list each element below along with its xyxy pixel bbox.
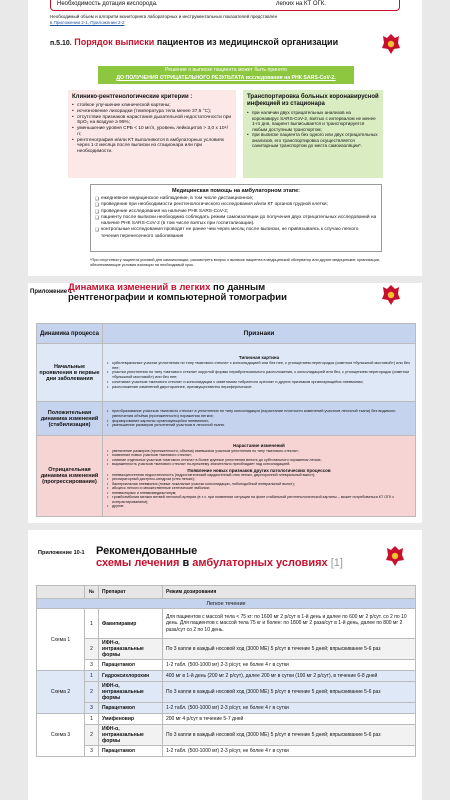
dose: 1-2 табл. (500-1000 мг) 2-3 р/сут, не более 4 г в сутки bbox=[163, 660, 416, 671]
list-item: • уменьшение размеров уплотнений участков в легочной ткани. bbox=[107, 423, 411, 428]
drug-name: Парацетамол bbox=[99, 703, 163, 714]
col-header: № bbox=[85, 586, 99, 599]
page-appendix-1 bbox=[28, 283, 422, 523]
dose: По 3 капли в каждый носовой ход (3000 МЕ) 5 р/сут в течение 5 дней; впрыскивание 5-6 раз bbox=[163, 682, 416, 703]
list-item: • выраженность участков «матового стекла» по-прежнему значительно преобладает над консолидацией. bbox=[107, 462, 411, 466]
list-item: • тромбоэмболия мелких ветвей легочной артерии (в т.ч. при появлении ситуации на фоне стабильной рентгенологической картины – может потребоваться КТ ОГК с контрастированием); bbox=[107, 495, 411, 504]
title-highlight-2: амбулаторных условиях bbox=[192, 557, 328, 570]
clinical-criteria-list bbox=[72, 103, 232, 155]
transport-title: Транспортировка больных коронавирусной инфекцией из стационара bbox=[247, 94, 379, 108]
drug-name: Гидроксихлорохин bbox=[99, 671, 163, 682]
clinical-criteria-box bbox=[68, 90, 236, 178]
col-header bbox=[37, 586, 85, 599]
ambulatory-box bbox=[90, 184, 382, 252]
list-item: • стойкое улучшение клинической картины; bbox=[72, 103, 232, 109]
row-heading: Нарастание изменений bbox=[233, 443, 285, 449]
banner-line-2: ДО ПОЛУЧЕНИЯ ОТРИЦАТЕЛЬНОГО РЕЗУЛЬТАТА исследования на РНК SARS-CoV-2. bbox=[116, 74, 336, 81]
page-appendix-10-1 bbox=[28, 530, 422, 800]
row-number: 1 bbox=[85, 714, 99, 725]
section-number: п.5.10. bbox=[50, 40, 72, 47]
scheme-name: Схема 2 bbox=[37, 671, 85, 714]
dose: По 3 капли в каждый носовой ход (3000 МЕ) 5 р/сут в течение 5 дней; впрыскивание 5-6 раз bbox=[163, 639, 416, 660]
title-highlight: Динамика изменений в легких bbox=[68, 283, 211, 293]
row-number: 1 bbox=[85, 671, 99, 682]
ambulatory-title: Медицинская помощь на амбулаторном этапе: bbox=[171, 188, 301, 194]
list-item: • исчезновение лихорадки (температура тела менее 37,5 °С); bbox=[72, 109, 232, 115]
list-item: • увеличение размеров (протяженности, объема) имевшихся участков уплотнения по типу «матового стекла»; bbox=[107, 449, 411, 453]
title-mid: в bbox=[182, 557, 190, 570]
footnote: *При отсутствии у пациента условий для самоизоляции, рассмотреть вопрос о выписке пациента в медицинский обсерватор или другие медицинские организации, обеспечивающие условия изоляции на необходимый срок. bbox=[90, 258, 380, 267]
row-heading-2: Появление новых признаков других патологических процессов bbox=[187, 467, 331, 473]
list-item: • отсутствие признаков нарастания дыхательной недостаточности при SpO₂ на воздухе ≥ 95%; bbox=[72, 115, 232, 127]
page-title bbox=[50, 38, 370, 48]
emblem-icon bbox=[384, 544, 406, 568]
col-header: Динамика процесса bbox=[37, 324, 103, 344]
appendix-title bbox=[96, 545, 376, 569]
emblem-icon bbox=[380, 32, 402, 56]
list-item: • преобразование участков «матового стекла» в уплотнения по типу консолидации (нарастание плотности изменений участков легочной ткани) без видимого увеличения объёма (протяженности) поражения легких; bbox=[107, 409, 411, 419]
dose: 1-2 табл. (500-1000 мг) 2-3 р/сут, не более 4 г в сутки bbox=[163, 746, 416, 757]
list-item: • другие. bbox=[107, 504, 411, 508]
list-item: ❑ ежедневное медицинское наблюдение, в том числе дистанционное; bbox=[95, 196, 377, 202]
row-number: 2 bbox=[85, 682, 99, 703]
row-label: Отрицательная динамика изменений (прогрессирование) bbox=[37, 436, 103, 517]
list-item: • при выписке пациента без одного или двух отрицательных анализов, его транспортировка осуществляется санитарным транспортом до места самоизоляции*. bbox=[247, 132, 379, 149]
title-rest: по данным bbox=[213, 283, 266, 293]
col-header: Режим дозирования bbox=[163, 586, 416, 599]
list-item: ❑ пациенту после выписки необходимо соблюдать режим самоизоляции до получения двух отрицательных исследований на наличие РНК SARS-CoV-2 (в том числе взятых при госпитализации). bbox=[95, 215, 377, 227]
row-number: 3 bbox=[85, 746, 99, 757]
row-number: 2 bbox=[85, 639, 99, 660]
transport-list bbox=[247, 110, 379, 149]
row-number: 1 bbox=[85, 609, 99, 639]
list-item: • пневмоцитогенная недостаточность (гидростатический кардиогенный отек легких, двусторонний плевральный выпот); bbox=[107, 473, 411, 477]
appendix-tag: Приложение 1 bbox=[30, 289, 73, 295]
list-item: • уменьшение уровня СРБ < 10 мг/л, уровень лейкоцитов > 3,0 х 10⁹/л; bbox=[72, 126, 232, 138]
row-label: Начальные проявления в первые дни заболевания bbox=[37, 344, 103, 402]
dose: 400 мг в 1-й день (200 мг 2 р/сут), далее 200 мг в сутки (100 мг 2 р/сут), в течение 6-8 дней bbox=[163, 671, 416, 682]
dynamics-table bbox=[36, 323, 416, 517]
list-item: • сочетание участков «матового стекла» и консолидации с симптомом «обратного ореола» и других признаков организующейся пневмонии; bbox=[107, 380, 411, 385]
page-discharge bbox=[28, 0, 422, 276]
top-box-text-1: Необходимость дотация кислорода. bbox=[57, 1, 158, 7]
drug-name: Парацетамол bbox=[99, 746, 163, 757]
row-signs bbox=[103, 402, 416, 436]
row-heading: Типичная картина bbox=[238, 355, 280, 361]
list-item: • формирование картины организующейся пневмонии; bbox=[107, 419, 411, 424]
drug-name: Умифеновир bbox=[99, 714, 163, 725]
col-header: Препарат bbox=[99, 586, 163, 599]
row-label: Положительная динамика изменений (стабилизация) bbox=[37, 402, 103, 436]
severity-row: Легкое течение bbox=[37, 599, 416, 609]
dose: 200 мг 4 р/сут в течение 5-7 дней bbox=[163, 714, 416, 725]
row-number: 3 bbox=[85, 660, 99, 671]
row-number: 3 bbox=[85, 703, 99, 714]
clinical-criteria-title: Клинико-рентгенологические критерии : bbox=[72, 94, 193, 100]
list-item: • субплевральные участки уплотнения по типу «матового стекла» с консолидацией или без нее, с утолщением перегородок (симптом «булыжной мостовой») или без нее; bbox=[107, 361, 411, 371]
title-rest: пациентов из медицинской организации bbox=[156, 37, 339, 47]
title-line-1: Рекомендованные bbox=[96, 545, 198, 557]
dose: Для пациентов с массой тела < 75 кг: по 1600 мг 2 р/сут в 1-й день и далее по 600 мг 2 р/сут. со 2 по 10 день. Для пациентов с массой тела 75 кг и более: по 1800 мг 2 раза/сут в 1-й день, далее по 800 мг 2 раза/сут со 2 по 10 день. bbox=[163, 609, 416, 639]
transport-box bbox=[243, 90, 383, 178]
monitoring-note-text: Необходимый объем и алгоритм мониторинга лабораторных и инструментальных показателей представлен bbox=[50, 14, 278, 19]
list-item: ❑ контрольные исследования проводят не ранее чем через месяц после выписки, не привязываясь к случаю легкого течения перенесенного заболевания bbox=[95, 227, 377, 239]
drug-name: ИФН-α, интраназальные формы bbox=[99, 639, 163, 660]
row-signs bbox=[103, 436, 416, 517]
list-item: • бактериальная пневмония (новые локальные участки консолидации, лобоподобный плевральный выпот); bbox=[107, 482, 411, 486]
banner-line-1: Решение о выписке пациента может быть принято bbox=[164, 67, 288, 73]
list-item: • абсцесс легкого и множественные септические эмболии; bbox=[107, 486, 411, 490]
list-item: • появление новых участков «матового стекла»; bbox=[107, 453, 411, 457]
title-rest-2: рентгенографии и компьютерной томографии bbox=[68, 292, 287, 304]
top-box-text-2: легких на КТ ОГК. bbox=[276, 1, 326, 7]
row-signs bbox=[103, 344, 416, 402]
list-item: • рентгенография и/или КТ выполняются в амбулаторных условиях через 1-2 месяца после выписки из стационара или при необходимости. bbox=[72, 138, 232, 155]
top-red-box bbox=[50, 0, 400, 11]
emblem-icon bbox=[380, 283, 402, 307]
drug-name: ИФН-α, интраназальные формы bbox=[99, 725, 163, 746]
list-item: • пневмоторакс и пневмомедиастинум; bbox=[107, 491, 411, 495]
scheme-name: Схема 3 bbox=[37, 714, 85, 757]
reference: [1] bbox=[330, 557, 343, 570]
appendix-tag: Приложение 10-1 bbox=[38, 550, 85, 556]
scheme-name: Схема 1 bbox=[37, 609, 85, 671]
list-item: • респираторный дистресс-синдром (отек легких); bbox=[107, 477, 411, 481]
treatment-table bbox=[36, 585, 416, 757]
list-item: ❑ проведение исследования на наличие РНК SARS-CoV-2; bbox=[95, 209, 377, 215]
appendix-links[interactable]: в Приложении 2-1, Приложении 2-2 bbox=[50, 19, 125, 25]
monitoring-note bbox=[50, 14, 350, 26]
title-highlight: Порядок выписки bbox=[74, 37, 155, 47]
drug-name: Парацетамол bbox=[99, 660, 163, 671]
dose: По 3 капли в каждый носовой ход (3000 МЕ) 5 р/сут в течение 5 дней; впрыскивание 5-6 раз bbox=[163, 725, 416, 746]
row-number: 2 bbox=[85, 725, 99, 746]
appendix-title bbox=[68, 283, 368, 304]
list-item: • при наличии двух отрицательных анализов на коронавирус SARS-CoV-2, взятых с интервалом не менее 1-го дня, пациент выписывается и транспортируется любым доступным транспортом; bbox=[247, 110, 379, 132]
drug-name: Фавипиравир bbox=[99, 609, 163, 639]
title-highlight: схемы лечения bbox=[96, 557, 180, 570]
drug-name: ИФН-α, интраназальные формы bbox=[99, 682, 163, 703]
list-item: • участки уплотнения по типу «матового стекла» округлой формы перибронхиального расположения, с консолидацией или без, с утолщением перегородок (симптом «булыжной мостовой») или без нее; bbox=[107, 370, 411, 380]
list-item: ❑ проведение при необходимости рентгенологического исследования и/или КТ органов грудной клетки; bbox=[95, 202, 377, 208]
discharge-banner bbox=[98, 66, 354, 84]
list-item: • слияние отдельных участков «матового стекла» в более крупные уплотнения вплоть до субтотального поражения легких; bbox=[107, 458, 411, 462]
list-item: • расположение изменений двустороннее, преимущественно периферическое. bbox=[107, 385, 411, 390]
dose: 1-2 табл. (500-1000 мг) 2-3 р/сут, не более 4 г в сутки bbox=[163, 703, 416, 714]
col-header: Признаки bbox=[103, 324, 416, 344]
ambulatory-list bbox=[95, 196, 377, 240]
